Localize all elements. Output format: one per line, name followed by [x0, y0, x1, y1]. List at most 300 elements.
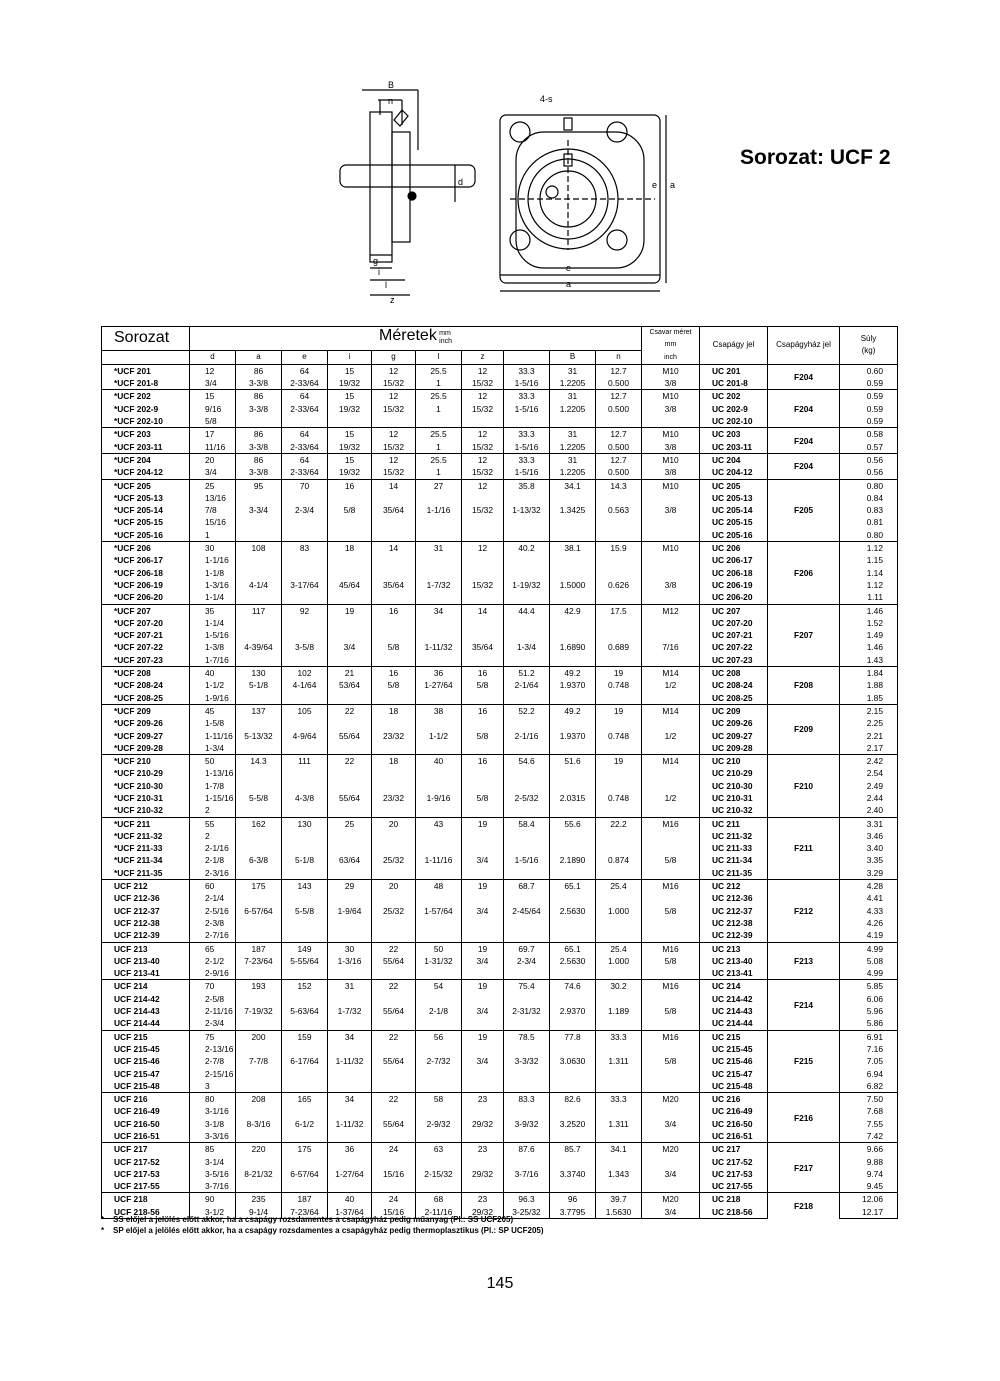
dim-l: 1: [416, 466, 462, 479]
dim-l: [416, 1105, 462, 1117]
dim-i: 45/64: [328, 579, 372, 591]
dim-a: 162: [236, 817, 282, 830]
dim-a: 95: [236, 479, 282, 492]
dim-g: [372, 692, 416, 705]
bearing-code: UC 205-16: [700, 529, 768, 542]
dim-a: 8-3/16: [236, 1118, 282, 1130]
series-code: *UCF 209-26: [102, 717, 190, 729]
dim-i: [328, 1105, 372, 1117]
bearing-code: UC 212: [700, 880, 768, 893]
col-header-e: e: [282, 351, 328, 365]
dim-n: [596, 1130, 642, 1143]
drawing-label-a-horizontal: a: [566, 279, 572, 289]
dim-n: 1.5630: [596, 1206, 642, 1219]
dim-d: 3-7/16: [190, 1180, 236, 1193]
bearing-code: UC 202: [700, 390, 768, 403]
dim-g: 20: [372, 817, 416, 830]
dim-e: [282, 967, 328, 980]
dim-l: 36: [416, 667, 462, 680]
bolt-size: M20: [642, 1093, 700, 1106]
footnote-mark: *: [101, 1225, 105, 1235]
housing-code: F206: [768, 542, 840, 604]
dim-n: 12.7: [596, 453, 642, 466]
dim-a: 175: [236, 880, 282, 893]
bearing-code: UC 212-36: [700, 892, 768, 904]
weight-value: 0.80: [840, 529, 898, 542]
dim-b: 96: [550, 1193, 596, 1206]
weight-value: 0.81: [840, 516, 898, 528]
footnote-text: SP előjel a jelölés előtt akkor, ha a csapágy rozsdamentes a csapágyház pedig thermoplasztikus (Pl.: SP UCF205): [113, 1225, 544, 1235]
dim-a: 108: [236, 542, 282, 555]
series-code: *UCF 207-21: [102, 629, 190, 641]
dim-e: [282, 742, 328, 755]
dim-i: 1-7/32: [328, 1005, 372, 1017]
bolt-size: [642, 529, 700, 542]
dim-e: 143: [282, 880, 328, 893]
dim-d: 1-1/16: [190, 554, 236, 566]
dim-l: [416, 554, 462, 566]
dim-i: 1-37/64: [328, 1206, 372, 1219]
dim-n: [596, 993, 642, 1005]
dim-s: 68.7: [504, 880, 550, 893]
weight-value: 0.56: [840, 453, 898, 466]
dim-d: 2-15/16: [190, 1068, 236, 1080]
dim-l: 25.5: [416, 364, 462, 377]
dim-n: 19: [596, 755, 642, 768]
dim-n: 1.311: [596, 1118, 642, 1130]
header-bolt-label: Csavar méret: [649, 329, 692, 336]
dim-l: 56: [416, 1030, 462, 1043]
bolt-size: [642, 742, 700, 755]
dim-n: 34.1: [596, 1143, 642, 1156]
dim-g: 18: [372, 755, 416, 768]
weight-value: 5.08: [840, 955, 898, 967]
dim-d: 50: [190, 755, 236, 768]
housing-code: F214: [768, 980, 840, 1030]
dim-e: 4-9/64: [282, 730, 328, 742]
dim-n: [596, 1017, 642, 1030]
dim-d: 2-1/16: [190, 842, 236, 854]
weight-value: 0.58: [840, 428, 898, 441]
bolt-size: 3/8: [642, 377, 700, 390]
dim-n: [596, 804, 642, 817]
dim-g: [372, 1105, 416, 1117]
dim-g: [372, 1080, 416, 1093]
housing-code: F213: [768, 942, 840, 980]
series-code: UCF 214-44: [102, 1017, 190, 1030]
dim-e: [282, 842, 328, 854]
dim-z: [462, 929, 504, 942]
dim-a: [236, 717, 282, 729]
dim-g: [372, 767, 416, 779]
dim-d: 2-1/2: [190, 955, 236, 967]
dim-n: 22.2: [596, 817, 642, 830]
bolt-size: [642, 1105, 700, 1117]
dim-b: [550, 1068, 596, 1080]
bearing-code: UC 214: [700, 980, 768, 993]
series-code: *UCF 201-8: [102, 377, 190, 390]
dim-a: 3-3/4: [236, 504, 282, 516]
bolt-size: [642, 830, 700, 842]
bolt-size: 3/8: [642, 579, 700, 591]
dim-g: 5/8: [372, 679, 416, 691]
dim-b: [550, 917, 596, 929]
bearing-code: UC 210-29: [700, 767, 768, 779]
bearing-code: UC 213-40: [700, 955, 768, 967]
series-code: *UCF 207-23: [102, 654, 190, 667]
series-code: *UCF 211-33: [102, 842, 190, 854]
dim-n: [596, 529, 642, 542]
weight-value: 0.59: [840, 377, 898, 390]
bearing-code: UC 215-48: [700, 1080, 768, 1093]
series-code: *UCF 210-29: [102, 767, 190, 779]
bolt-size: [642, 929, 700, 942]
dim-a: [236, 892, 282, 904]
dim-a: [236, 1130, 282, 1143]
dim-l: [416, 830, 462, 842]
bolt-size: [642, 1068, 700, 1080]
dim-g: [372, 842, 416, 854]
dim-s: 52.2: [504, 704, 550, 717]
dim-s: 1-19/32: [504, 579, 550, 591]
dim-n: [596, 1180, 642, 1193]
dim-b: [550, 993, 596, 1005]
dim-g: [372, 804, 416, 817]
dim-i: [328, 1080, 372, 1093]
bolt-size: M16: [642, 980, 700, 993]
dim-l: 1-1/16: [416, 504, 462, 516]
col-header-n: n: [596, 351, 642, 365]
dim-l: [416, 892, 462, 904]
dim-e: [282, 1156, 328, 1168]
dim-s: 2-3/4: [504, 955, 550, 967]
dim-e: [282, 717, 328, 729]
dim-l: 58: [416, 1093, 462, 1106]
dim-e: 6-17/64: [282, 1055, 328, 1067]
weight-value: 1.43: [840, 654, 898, 667]
bolt-size: [642, 804, 700, 817]
bearing-code: UC 212-39: [700, 929, 768, 942]
table-row: [102, 364, 898, 377]
dim-i: 53/64: [328, 679, 372, 691]
drawing-label-e-vertical: e: [652, 180, 658, 190]
dim-a: [236, 967, 282, 980]
dim-a: 4-39/64: [236, 641, 282, 653]
drawing-label-l: l: [385, 280, 387, 290]
dim-d: 7/8: [190, 504, 236, 516]
dim-s: [504, 767, 550, 779]
dim-l: [416, 617, 462, 629]
weight-value: 4.99: [840, 942, 898, 955]
dim-s: [504, 892, 550, 904]
dim-z: 16: [462, 667, 504, 680]
dim-z: 3/4: [462, 854, 504, 866]
col-header-i: i: [328, 351, 372, 365]
weight-value: 4.41: [840, 892, 898, 904]
dim-e: [282, 929, 328, 942]
series-code: UCF 216-50: [102, 1118, 190, 1130]
dim-s: 3-3/32: [504, 1055, 550, 1067]
dim-s: [504, 1156, 550, 1168]
table-row: [102, 1093, 898, 1106]
dim-e: [282, 554, 328, 566]
dim-i: 15: [328, 390, 372, 403]
dim-a: [236, 867, 282, 880]
housing-code: F205: [768, 479, 840, 541]
dim-i: [328, 1180, 372, 1193]
bearing-code: UC 208-24: [700, 679, 768, 691]
dim-l: [416, 529, 462, 542]
bearing-code: UC 216-51: [700, 1130, 768, 1143]
dim-e: [282, 993, 328, 1005]
weight-value: 9.45: [840, 1180, 898, 1193]
dim-g: [372, 554, 416, 566]
dim-d: 3-1/4: [190, 1156, 236, 1168]
bearing-code: UC 205: [700, 479, 768, 492]
dim-b: [550, 692, 596, 705]
bolt-size: [642, 767, 700, 779]
dim-e: 5-1/8: [282, 854, 328, 866]
bolt-size: [642, 629, 700, 641]
dim-e: [282, 917, 328, 929]
dim-n: [596, 742, 642, 755]
dimensions-table: [101, 326, 898, 1219]
series-code: UCF 213: [102, 942, 190, 955]
bearing-code: UC 204-12: [700, 466, 768, 479]
dim-n: [596, 692, 642, 705]
dim-i: [328, 492, 372, 504]
dim-b: [550, 1156, 596, 1168]
weight-value: 1.52: [840, 617, 898, 629]
dim-l: [416, 591, 462, 604]
dim-z: 3/4: [462, 955, 504, 967]
dim-g: [372, 492, 416, 504]
dim-g: 25/32: [372, 854, 416, 866]
dim-s: [504, 529, 550, 542]
dim-s: 2-1/64: [504, 679, 550, 691]
dim-n: [596, 1043, 642, 1055]
dim-g: 24: [372, 1193, 416, 1206]
weight-value: 1.12: [840, 579, 898, 591]
series-code: UCF 212-39: [102, 929, 190, 942]
dim-n: [596, 554, 642, 566]
bolt-size: M10: [642, 542, 700, 555]
dim-s: 51.2: [504, 667, 550, 680]
dim-z: [462, 654, 504, 667]
drawing-label-i: i: [378, 267, 380, 277]
dim-e: [282, 529, 328, 542]
housing-code: F209: [768, 704, 840, 754]
dim-e: [282, 415, 328, 428]
housing-code: F211: [768, 817, 840, 879]
dim-b: [550, 804, 596, 817]
bolt-size: 3/8: [642, 403, 700, 415]
dim-g: 12: [372, 453, 416, 466]
bearing-code: UC 203: [700, 428, 768, 441]
housing-code: F210: [768, 755, 840, 817]
bearing-code: UC 214-44: [700, 1017, 768, 1030]
series-code: UCF 217-52: [102, 1156, 190, 1168]
dim-b: 55.6: [550, 817, 596, 830]
dim-n: 0.748: [596, 792, 642, 804]
bolt-size: [642, 842, 700, 854]
dim-i: 34: [328, 1030, 372, 1043]
dim-i: 1-9/64: [328, 905, 372, 917]
dim-g: [372, 415, 416, 428]
dim-g: [372, 1068, 416, 1080]
dim-g: 12: [372, 428, 416, 441]
dim-n: 1.311: [596, 1055, 642, 1067]
dim-g: [372, 529, 416, 542]
dim-e: 64: [282, 390, 328, 403]
dim-z: [462, 554, 504, 566]
dim-b: 3.3740: [550, 1168, 596, 1180]
bolt-size: M14: [642, 704, 700, 717]
bearing-code: UC 210-31: [700, 792, 768, 804]
bearing-unit-drawing: [330, 80, 730, 310]
dim-l: [416, 967, 462, 980]
table-row: [102, 542, 898, 555]
bearing-code: UC 216-49: [700, 1105, 768, 1117]
dim-l: 1-31/32: [416, 955, 462, 967]
dim-a: 200: [236, 1030, 282, 1043]
dim-g: [372, 1130, 416, 1143]
dim-i: [328, 567, 372, 579]
series-code: *UCF 208-24: [102, 679, 190, 691]
dim-a: 5-1/8: [236, 679, 282, 691]
dim-n: [596, 967, 642, 980]
dim-s: [504, 1080, 550, 1093]
dim-z: [462, 780, 504, 792]
bolt-size: 7/16: [642, 641, 700, 653]
dim-s: [504, 1130, 550, 1143]
dim-l: [416, 654, 462, 667]
dim-l: 38: [416, 704, 462, 717]
dim-n: [596, 780, 642, 792]
dim-b: 2.1890: [550, 854, 596, 866]
series-code: UCF 216-51: [102, 1130, 190, 1143]
table-row: [102, 479, 898, 492]
dim-i: [328, 804, 372, 817]
weight-value: 4.28: [840, 880, 898, 893]
dim-e: 92: [282, 604, 328, 617]
dim-i: [328, 993, 372, 1005]
weight-value: 3.35: [840, 854, 898, 866]
dim-s: [504, 867, 550, 880]
footnote: [101, 1226, 544, 1237]
bolt-size: 5/8: [642, 955, 700, 967]
dim-b: 1.9370: [550, 730, 596, 742]
dim-g: 22: [372, 980, 416, 993]
series-code: *UCF 208: [102, 667, 190, 680]
dim-a: [236, 842, 282, 854]
table-row: [102, 604, 898, 617]
dim-z: 29/32: [462, 1206, 504, 1219]
dim-a: 193: [236, 980, 282, 993]
dim-a: [236, 567, 282, 579]
dim-d: 15/16: [190, 516, 236, 528]
bolt-size: [642, 516, 700, 528]
dim-z: [462, 591, 504, 604]
dim-i: [328, 892, 372, 904]
dim-g: [372, 917, 416, 929]
weight-value: 2.54: [840, 767, 898, 779]
dim-b: 1.2205: [550, 403, 596, 415]
dim-l: [416, 804, 462, 817]
bearing-code: UC 214-42: [700, 993, 768, 1005]
dim-b: [550, 629, 596, 641]
table-row: [102, 942, 898, 955]
drawing-label-g: g: [373, 256, 379, 266]
housing-code: F208: [768, 667, 840, 705]
dim-z: [462, 492, 504, 504]
dim-d: 3-5/16: [190, 1168, 236, 1180]
dim-a: [236, 1180, 282, 1193]
dim-s: 33.3: [504, 364, 550, 377]
footnote-mark: *: [101, 1215, 105, 1224]
dim-e: [282, 1080, 328, 1093]
dim-n: [596, 1156, 642, 1168]
table-row: [102, 1030, 898, 1043]
header-bolt: [642, 327, 700, 365]
dim-b: [550, 1017, 596, 1030]
dim-b: [550, 529, 596, 542]
dim-l: 63: [416, 1143, 462, 1156]
dim-b: [550, 1105, 596, 1117]
dim-z: 12: [462, 479, 504, 492]
dim-n: 0.626: [596, 579, 642, 591]
dim-b: [550, 867, 596, 880]
dim-d: 1-1/4: [190, 617, 236, 629]
dim-b: 31: [550, 390, 596, 403]
dim-i: 19/32: [328, 441, 372, 454]
dim-n: [596, 917, 642, 929]
dim-g: 15/32: [372, 403, 416, 415]
dim-l: [416, 1080, 462, 1093]
dim-n: 0.748: [596, 730, 642, 742]
dim-b: 38.1: [550, 542, 596, 555]
dim-l: [416, 1130, 462, 1143]
dim-g: 12: [372, 364, 416, 377]
dim-i: 55/64: [328, 792, 372, 804]
housing-code: F204: [768, 364, 840, 390]
dim-g: 14: [372, 479, 416, 492]
series-code: UCF 214-43: [102, 1005, 190, 1017]
dim-d: 2-5/8: [190, 993, 236, 1005]
dim-g: 22: [372, 1093, 416, 1106]
dim-s: 2-5/32: [504, 792, 550, 804]
dim-n: 0.500: [596, 441, 642, 454]
dim-e: [282, 516, 328, 528]
dim-z: 15/32: [462, 579, 504, 591]
dim-s: 1-5/16: [504, 403, 550, 415]
dim-d: 2: [190, 830, 236, 842]
dim-d: 1-3/4: [190, 742, 236, 755]
series-code: UCF 217: [102, 1143, 190, 1156]
bolt-size: 5/8: [642, 1005, 700, 1017]
dim-z: 35/64: [462, 641, 504, 653]
weight-value: 1.46: [840, 604, 898, 617]
dim-e: 5-63/64: [282, 1005, 328, 1017]
dim-e: [282, 1017, 328, 1030]
bearing-code: UC 211-34: [700, 854, 768, 866]
dim-d: 5/8: [190, 415, 236, 428]
dim-z: [462, 1080, 504, 1093]
dim-n: 1.000: [596, 955, 642, 967]
dim-d: 1-15/16: [190, 792, 236, 804]
dim-a: 137: [236, 704, 282, 717]
dim-b: 1.2205: [550, 466, 596, 479]
